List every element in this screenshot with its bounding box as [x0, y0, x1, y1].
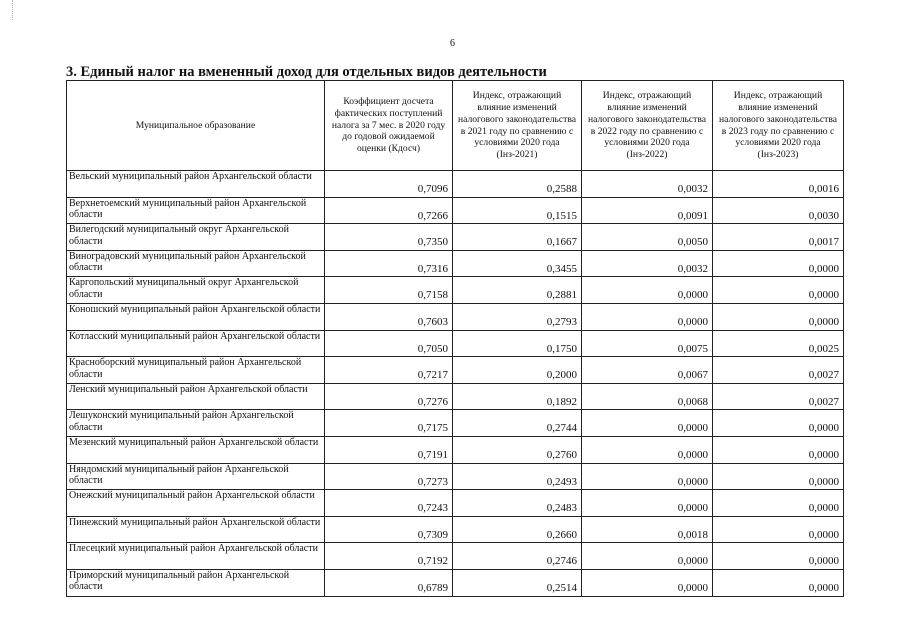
index-2022-cell: 0,0068: [582, 383, 713, 410]
coefficient-cell: 0,7266: [325, 197, 453, 224]
index-2021-cell: 0,1750: [453, 330, 582, 357]
index-2023-cell: 0,0000: [713, 277, 844, 304]
table-row: [67, 330, 844, 357]
municipality-cell: Каргопольский муниципальный округ Архангельской области: [67, 277, 325, 304]
index-2021-cell: 0,1667: [453, 224, 582, 251]
index-2022-cell: 0,0000: [582, 410, 713, 437]
coefficient-cell: 0,6789: [325, 569, 453, 596]
table-header-row: [67, 81, 844, 171]
table-row: [67, 569, 844, 596]
table-row: [67, 383, 844, 410]
table-row: [67, 436, 844, 463]
table-row: [67, 357, 844, 384]
table-row: [67, 463, 844, 490]
municipality-cell: Котласский муниципальный район Архангельской области: [67, 330, 325, 357]
municipality-cell: Лешуконский муниципальный район Архангельской области: [67, 410, 325, 437]
municipality-cell: Верхнетоемский муниципальный район Архангельской области: [67, 197, 325, 224]
municipality-cell: Пинежский муниципальный район Архангельской области: [67, 516, 325, 543]
coefficient-cell: 0,7175: [325, 410, 453, 437]
index-2023-cell: 0,0016: [713, 171, 844, 198]
column-header-index-2022: Индекс, отражающий влияние изменений налогового законодательства в 2022 году по сравнению с условиями 2020 года (Iнз-2022): [582, 81, 713, 171]
index-2021-cell: 0,2514: [453, 569, 582, 596]
index-2022-cell: 0,0091: [582, 197, 713, 224]
index-2021-cell: 0,2744: [453, 410, 582, 437]
index-2022-cell: 0,0000: [582, 569, 713, 596]
coefficient-cell: 0,7350: [325, 224, 453, 251]
index-2023-cell: 0,0027: [713, 357, 844, 384]
index-2021-cell: 0,2881: [453, 277, 582, 304]
index-2021-cell: 0,2000: [453, 357, 582, 384]
section-title: 3. Единый налог на вмененный доход для отдельных видов деятельности: [66, 64, 547, 80]
index-2023-cell: 0,0000: [713, 569, 844, 596]
index-2023-cell: 0,0000: [713, 516, 844, 543]
municipality-cell: Мезенский муниципальный район Архангельской области: [67, 436, 325, 463]
coefficient-cell: 0,7096: [325, 171, 453, 198]
coefficient-cell: 0,7276: [325, 383, 453, 410]
municipality-cell: Ленский муниципальный район Архангельской области: [67, 383, 325, 410]
index-2023-cell: 0,0000: [713, 303, 844, 330]
index-2022-cell: 0,0032: [582, 171, 713, 198]
index-2022-cell: 0,0018: [582, 516, 713, 543]
index-2023-cell: 0,0030: [713, 197, 844, 224]
table-row: [67, 197, 844, 224]
municipality-cell: Няндомский муниципальный район Архангельской области: [67, 463, 325, 490]
index-2022-cell: 0,0000: [582, 490, 713, 517]
index-2021-cell: 0,2760: [453, 436, 582, 463]
index-2022-cell: 0,0050: [582, 224, 713, 251]
tax-table: [66, 80, 844, 597]
index-2022-cell: 0,0000: [582, 277, 713, 304]
index-2022-cell: 0,0000: [582, 303, 713, 330]
municipality-cell: Коношский муниципальный район Архангельской области: [67, 303, 325, 330]
index-2022-cell: 0,0000: [582, 463, 713, 490]
table-row: [67, 250, 844, 277]
municipality-cell: Приморский муниципальный район Архангельской области: [67, 569, 325, 596]
column-header-municipality: Муниципальное образование: [67, 81, 325, 171]
index-2022-cell: 0,0000: [582, 436, 713, 463]
municipality-cell: Виноградовский муниципальный район Архангельской области: [67, 250, 325, 277]
municipality-cell: Красноборский муниципальный район Архангельской области: [67, 357, 325, 384]
coefficient-cell: 0,7273: [325, 463, 453, 490]
index-2023-cell: 0,0000: [713, 543, 844, 570]
index-2022-cell: 0,0000: [582, 543, 713, 570]
table-row: [67, 490, 844, 517]
coefficient-cell: 0,7217: [325, 357, 453, 384]
table-row: [67, 277, 844, 304]
index-2021-cell: 0,2660: [453, 516, 582, 543]
coefficient-cell: 0,7309: [325, 516, 453, 543]
coefficient-cell: 0,7158: [325, 277, 453, 304]
column-header-coefficient: Коэффициент досчета фактических поступлений налога за 7 мес. в 2020 году до годовой ожидаемой оценки (Кдосч): [325, 81, 453, 171]
index-2021-cell: 0,3455: [453, 250, 582, 277]
index-2023-cell: 0,0025: [713, 330, 844, 357]
index-2021-cell: 0,2588: [453, 171, 582, 198]
table-row: [67, 410, 844, 437]
table-body: [67, 171, 844, 597]
index-2023-cell: 0,0027: [713, 383, 844, 410]
scan-margin-mark: [0, 0, 13, 20]
table-row: [67, 171, 844, 198]
index-2021-cell: 0,2746: [453, 543, 582, 570]
municipality-cell: Онежский муниципальный район Архангельской области: [67, 490, 325, 517]
index-2022-cell: 0,0067: [582, 357, 713, 384]
coefficient-cell: 0,7191: [325, 436, 453, 463]
municipality-cell: Вилегодский муниципальный округ Архангельской области: [67, 224, 325, 251]
coefficient-cell: 0,7316: [325, 250, 453, 277]
table-row: [67, 303, 844, 330]
index-2022-cell: 0,0075: [582, 330, 713, 357]
coefficient-cell: 0,7050: [325, 330, 453, 357]
municipality-cell: Плесецкий муниципальный район Архангельской области: [67, 543, 325, 570]
index-2023-cell: 0,0000: [713, 490, 844, 517]
index-2022-cell: 0,0032: [582, 250, 713, 277]
index-2023-cell: 0,0000: [713, 250, 844, 277]
coefficient-cell: 0,7243: [325, 490, 453, 517]
index-2023-cell: 0,0000: [713, 436, 844, 463]
coefficient-cell: 0,7192: [325, 543, 453, 570]
index-2021-cell: 0,1892: [453, 383, 582, 410]
table-row: [67, 516, 844, 543]
index-2021-cell: 0,2483: [453, 490, 582, 517]
index-2023-cell: 0,0000: [713, 410, 844, 437]
municipality-cell: Вельский муниципальный район Архангельской области: [67, 171, 325, 198]
index-2023-cell: 0,0000: [713, 463, 844, 490]
index-2023-cell: 0,0017: [713, 224, 844, 251]
coefficient-cell: 0,7603: [325, 303, 453, 330]
index-2021-cell: 0,1515: [453, 197, 582, 224]
table-row: [67, 224, 844, 251]
table-row: [67, 543, 844, 570]
column-header-index-2023: Индекс, отражающий влияние изменений налогового законодательства в 2023 году по сравнению с условиями 2020 года (Iнз-2023): [713, 81, 844, 171]
index-2021-cell: 0,2493: [453, 463, 582, 490]
column-header-index-2021: Индекс, отражающий влияние изменений налогового законодательства в 2021 году по сравнению с условиями 2020 года (Iнз-2021): [453, 81, 582, 171]
index-2021-cell: 0,2793: [453, 303, 582, 330]
page-number: 6: [450, 38, 455, 49]
